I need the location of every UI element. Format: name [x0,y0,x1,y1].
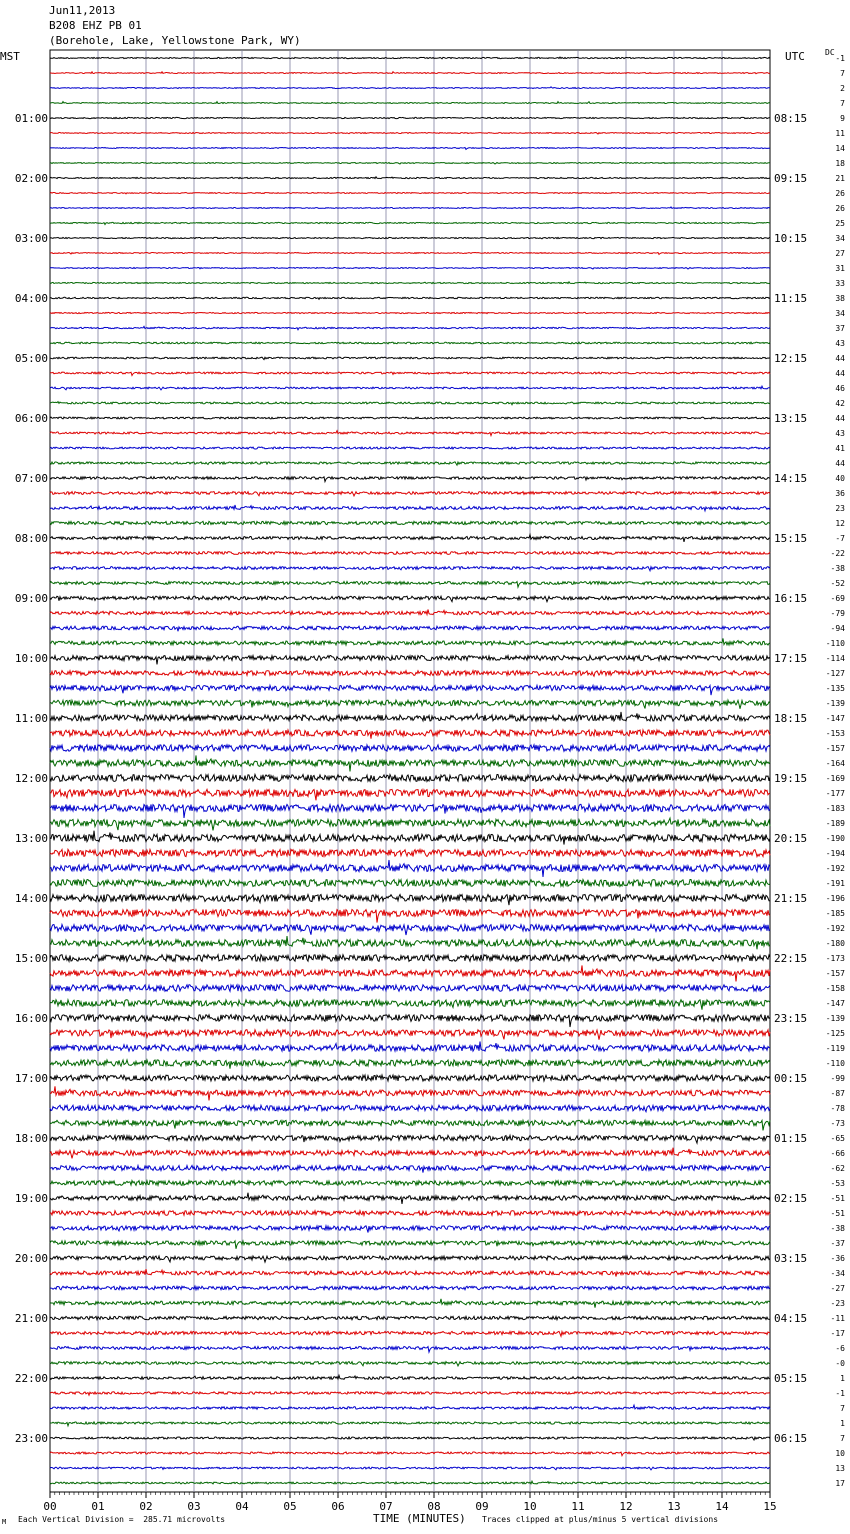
x-tick-label: 14 [715,1500,729,1513]
hour-label-left: 21:00 [14,1312,48,1325]
seismic-trace [50,1105,770,1112]
dc-offset-label: 46 [835,384,845,393]
dc-offset-label: 7 [840,1404,845,1413]
seismic-trace [50,925,770,935]
hour-label-left: 18:00 [14,1132,48,1145]
dc-offset-label: 13 [835,1464,845,1473]
dc-offset-label: -196 [825,894,845,903]
seismic-trace [50,282,770,284]
dc-offset-label: -139 [825,1014,845,1023]
dc-offset-label: -51 [830,1209,845,1218]
seismic-trace [50,860,770,877]
seismic-trace [50,535,770,542]
dc-offset-label: -135 [825,684,845,693]
hour-label-left: 02:00 [14,172,48,185]
seismic-trace [50,1481,770,1484]
seismic-trace [50,386,770,390]
dc-offset-label: -110 [825,639,845,648]
seismic-trace [50,492,770,496]
dc-offset-label: -53 [830,1179,845,1188]
hour-label-right: 19:15 [774,772,808,785]
dc-offset-label: -27 [830,1284,845,1293]
hour-label-right: 08:15 [774,112,808,125]
x-tick-label: 15 [763,1500,777,1513]
seismic-trace [50,895,770,906]
seismic-trace [50,431,770,436]
dc-offset-label: 9 [840,114,845,123]
dc-offset-label: 7 [840,99,845,108]
seismic-trace [50,1226,770,1233]
dc-offset-label: 10 [835,1449,845,1458]
seismic-trace [50,730,770,739]
right-timezone-label: UTC [785,50,805,63]
seismic-trace [50,1148,770,1159]
seismic-trace [50,552,770,555]
hour-label-right: 22:15 [774,952,808,965]
dc-offset-label: -114 [825,654,845,663]
hour-label-left: 07:00 [14,472,48,485]
seismic-trace [50,477,770,482]
dc-offset-label: -194 [825,849,845,858]
hour-label-right: 10:15 [774,232,808,245]
dc-offset-label: 44 [835,354,845,363]
seismic-trace [50,849,770,856]
seismic-trace [50,1467,770,1470]
dc-offset-label: -119 [825,1044,845,1053]
seismic-trace [50,700,770,709]
hour-label-right: 14:15 [774,472,808,485]
seismic-trace [50,610,770,615]
dc-offset-label: -157 [825,969,845,978]
seismic-trace [50,462,770,465]
dc-offset-label: -169 [825,774,845,783]
seismic-trace [50,745,770,752]
hour-label-right: 04:15 [774,1312,808,1325]
seismic-trace [50,72,770,74]
dc-offset-label: -190 [825,834,845,843]
seismic-trace [50,671,770,677]
seismic-trace [50,1392,770,1395]
seismic-trace [50,57,770,59]
dc-offset-label: 17 [835,1479,845,1488]
seismic-trace [50,685,770,695]
dc-offset-label: 18 [835,159,845,168]
seismic-trace [50,297,770,299]
seismic-trace [50,1255,770,1262]
dc-offset-label: -147 [825,999,845,1008]
seismic-trace [50,804,770,818]
x-tick-label: 01 [91,1500,105,1513]
dc-offset-label: 7 [840,1434,845,1443]
dc-offset-label: 23 [835,504,845,513]
seismic-trace [50,193,770,194]
dc-offset-label: 42 [835,399,845,408]
dc-offset-label: -192 [825,864,845,873]
seismic-trace [50,357,770,359]
dc-offset-label: 27 [835,249,845,258]
dc-offset-label: -69 [830,594,845,603]
seismic-trace [50,417,770,419]
seismic-trace [50,910,770,923]
seismic-trace [50,1060,770,1069]
dc-offset-label: -99 [830,1074,845,1083]
seismic-trace [50,1211,770,1216]
dc-offset-label: -38 [830,1224,845,1233]
seismic-trace [50,1181,770,1186]
dc-offset-label: -180 [825,939,845,948]
seismic-trace [50,1000,770,1010]
hour-label-left: 13:00 [14,832,48,845]
x-tick-label: 09 [475,1500,489,1513]
seismic-trace [50,1316,770,1319]
hour-label-left: 08:00 [14,532,48,545]
seismic-trace [50,1422,770,1426]
station-location: (Borehole, Lake, Yellowstone Park, WY) [49,34,301,47]
dc-offset-label: -34 [830,1269,845,1278]
seismic-trace [50,831,770,845]
dc-offset-label: 44 [835,369,845,378]
dc-offset-label: -1 [835,1389,845,1398]
dc-offset-label: -173 [825,954,845,963]
dc-offset-label: 43 [835,429,845,438]
seismic-trace [50,312,770,313]
x-tick-label: 06 [331,1500,345,1513]
seismic-trace [50,1015,770,1027]
x-tick-label: 12 [619,1500,633,1513]
hour-label-left: 11:00 [14,712,48,725]
seismic-trace [50,163,770,165]
x-tick-label: 05 [283,1500,297,1513]
x-tick-label: 00 [43,1500,57,1513]
dc-offset-label: -78 [830,1104,845,1113]
dc-offset-label: -153 [825,729,845,738]
seismic-trace [50,253,770,255]
vertical-division-note: Each Vertical Division = 285.71 microvolts [18,1515,226,1524]
dc-offset-label: -52 [830,579,845,588]
clipping-note: Traces clipped at plus/minus 5 vertical divisions [482,1515,719,1524]
seismic-trace [50,1193,770,1204]
dc-offset-label: -147 [825,714,845,723]
hour-label-right: 00:15 [774,1072,808,1085]
dc-offset-label: 43 [835,339,845,348]
hour-label-left: 16:00 [14,1012,48,1025]
hour-label-left: 19:00 [14,1192,48,1205]
seismic-trace [50,1347,770,1353]
dc-offset-label: -87 [830,1089,845,1098]
hour-label-left: 03:00 [14,232,48,245]
dc-offset-label: -125 [825,1029,845,1038]
hour-label-left: 04:00 [14,292,48,305]
logo-mark: M [2,1518,7,1526]
hour-label-right: 06:15 [774,1432,808,1445]
dc-offset-label: -0 [835,1359,845,1368]
dc-offset-label: 31 [835,264,845,273]
seismic-trace [50,755,770,771]
seismic-trace [50,1241,770,1249]
hour-label-right: 17:15 [774,652,808,665]
seismic-trace [50,880,770,887]
dc-offset-label: -51 [830,1194,845,1203]
seismic-trace [50,1286,770,1290]
x-tick-label: 04 [235,1500,249,1513]
hour-label-left: 09:00 [14,592,48,605]
seismic-trace [50,102,770,104]
seismic-trace [50,1375,770,1379]
dc-offset-label: 12 [835,519,845,528]
seismic-trace [50,596,770,602]
seismic-trace [50,965,770,981]
dc-offset-label: 36 [835,489,845,498]
dc-offset-label: -65 [830,1134,845,1143]
seismic-trace [50,936,770,949]
hour-label-right: 02:15 [774,1192,808,1205]
seismic-trace [50,955,770,962]
seismic-trace [50,326,770,329]
dc-offset-label: -189 [825,819,845,828]
seismic-trace [50,1030,770,1040]
seismic-trace [50,1452,770,1456]
seismic-trace [50,177,770,179]
seismic-trace [50,1437,770,1440]
dc-offset-label: -185 [825,909,845,918]
seismic-trace [50,117,770,118]
x-tick-label: 08 [427,1500,441,1513]
seismic-trace [50,985,770,992]
hour-label-left: 23:00 [14,1432,48,1445]
seismic-trace [50,1405,770,1409]
dc-offset-header: DC [825,48,835,57]
seismic-trace [50,582,770,588]
hour-label-right: 21:15 [774,892,808,905]
dc-offset-label: -183 [825,804,845,813]
seismic-trace [50,148,770,150]
seismic-trace [50,638,770,645]
x-tick-label: 03 [187,1500,201,1513]
dc-offset-label: -157 [825,744,845,753]
dc-offset-label: -177 [825,789,845,798]
dc-offset-label: -191 [825,879,845,888]
seismic-trace [50,1269,770,1276]
dc-offset-label: -158 [825,984,845,993]
dc-offset-label: -110 [825,1059,845,1068]
hour-label-left: 22:00 [14,1372,48,1385]
dc-offset-label: -23 [830,1299,845,1308]
dc-offset-label: 33 [835,279,845,288]
seismic-trace [50,342,770,344]
hour-label-right: 12:15 [774,352,808,365]
dc-offset-label: 34 [835,234,845,243]
seismic-trace [50,1135,770,1143]
dc-offset-label: 41 [835,444,845,453]
seismic-trace [50,656,770,665]
hour-label-right: 09:15 [774,172,808,185]
seismic-trace [50,237,770,238]
dc-offset-label: 25 [835,219,845,228]
dc-offset-label: 34 [835,309,845,318]
left-timezone-label: MST [0,50,20,63]
seismic-trace [50,447,770,449]
seismic-trace [50,372,770,375]
dc-offset-label: 26 [835,189,845,198]
seismic-trace [50,1362,770,1366]
dc-offset-label: 2 [840,84,845,93]
seismic-trace [50,1331,770,1336]
seismic-trace [50,818,770,830]
seismic-trace [50,1299,770,1308]
dc-offset-label: 21 [835,174,845,183]
dc-offset-label: -7 [835,534,845,543]
seismic-trace [50,712,770,721]
seismic-trace [50,1120,770,1130]
seismic-trace [50,789,770,800]
x-tick-label: 07 [379,1500,393,1513]
hour-label-right: 05:15 [774,1372,808,1385]
dc-offset-label: -37 [830,1239,845,1248]
x-tick-label: 13 [667,1500,681,1513]
dc-offset-label: -139 [825,699,845,708]
hour-label-right: 20:15 [774,832,808,845]
dc-offset-label: -1 [835,54,845,63]
dc-offset-label: -6 [835,1344,845,1353]
seismic-trace [50,207,770,209]
hour-label-right: 15:15 [774,532,808,545]
seismic-trace [50,222,770,224]
station-code: B208 EHZ PB 01 [49,19,142,32]
hour-label-right: 03:15 [774,1252,808,1265]
seismic-trace [50,775,770,782]
hour-label-left: 06:00 [14,412,48,425]
dc-offset-label: 1 [840,1419,845,1428]
dc-offset-label: 40 [835,474,845,483]
hour-label-left: 17:00 [14,1072,48,1085]
dc-offset-label: -79 [830,609,845,618]
seismic-trace [50,133,770,135]
dc-offset-label: -36 [830,1254,845,1263]
x-axis-label: TIME (MINUTES) [373,1512,466,1525]
seismic-trace [50,1086,770,1100]
dc-offset-label: -94 [830,624,845,633]
hour-label-left: 12:00 [14,772,48,785]
seismic-trace [50,1075,770,1081]
dc-offset-label: -11 [830,1314,845,1323]
dc-offset-label: -192 [825,924,845,933]
hour-label-left: 15:00 [14,952,48,965]
x-tick-label: 11 [571,1500,585,1513]
dc-offset-label: -127 [825,669,845,678]
seismic-trace [50,1042,770,1052]
dc-offset-label: 14 [835,144,845,153]
hour-label-right: 16:15 [774,592,808,605]
hour-label-left: 01:00 [14,112,48,125]
hour-label-right: 01:15 [774,1132,808,1145]
seismic-trace [50,87,770,89]
seismic-trace [50,268,770,270]
dc-offset-label: 44 [835,414,845,423]
hour-label-left: 05:00 [14,352,48,365]
plot-frame [50,50,770,1492]
hour-label-right: 11:15 [774,292,808,305]
seismic-trace [50,505,770,511]
dc-offset-label: 37 [835,324,845,333]
dc-offset-label: -62 [830,1164,845,1173]
hour-label-right: 18:15 [774,712,808,725]
x-tick-label: 02 [139,1500,153,1513]
plot-date: Jun11,2013 [49,4,116,17]
dc-offset-label: 44 [835,459,845,468]
seismic-trace [50,626,770,631]
seismic-trace [50,1166,770,1173]
dc-offset-label: 38 [835,294,845,303]
dc-offset-label: -164 [825,759,845,768]
dc-offset-label: 26 [835,204,845,213]
dc-offset-label: 11 [835,129,845,138]
seismic-trace [50,567,770,571]
dc-offset-label: -66 [830,1149,845,1158]
hour-label-right: 23:15 [774,1012,808,1025]
seismic-trace [50,521,770,524]
dc-offset-label: -17 [830,1329,845,1338]
dc-offset-label: -73 [830,1119,845,1128]
seismic-trace [50,402,770,405]
hour-label-left: 20:00 [14,1252,48,1265]
dc-offset-label: 7 [840,69,845,78]
dc-offset-label: 1 [840,1374,845,1383]
hour-label-right: 13:15 [774,412,808,425]
hour-label-left: 14:00 [14,892,48,905]
hour-label-left: 10:00 [14,652,48,665]
dc-offset-label: -38 [830,564,845,573]
x-tick-label: 10 [523,1500,537,1513]
dc-offset-label: -22 [830,549,845,558]
